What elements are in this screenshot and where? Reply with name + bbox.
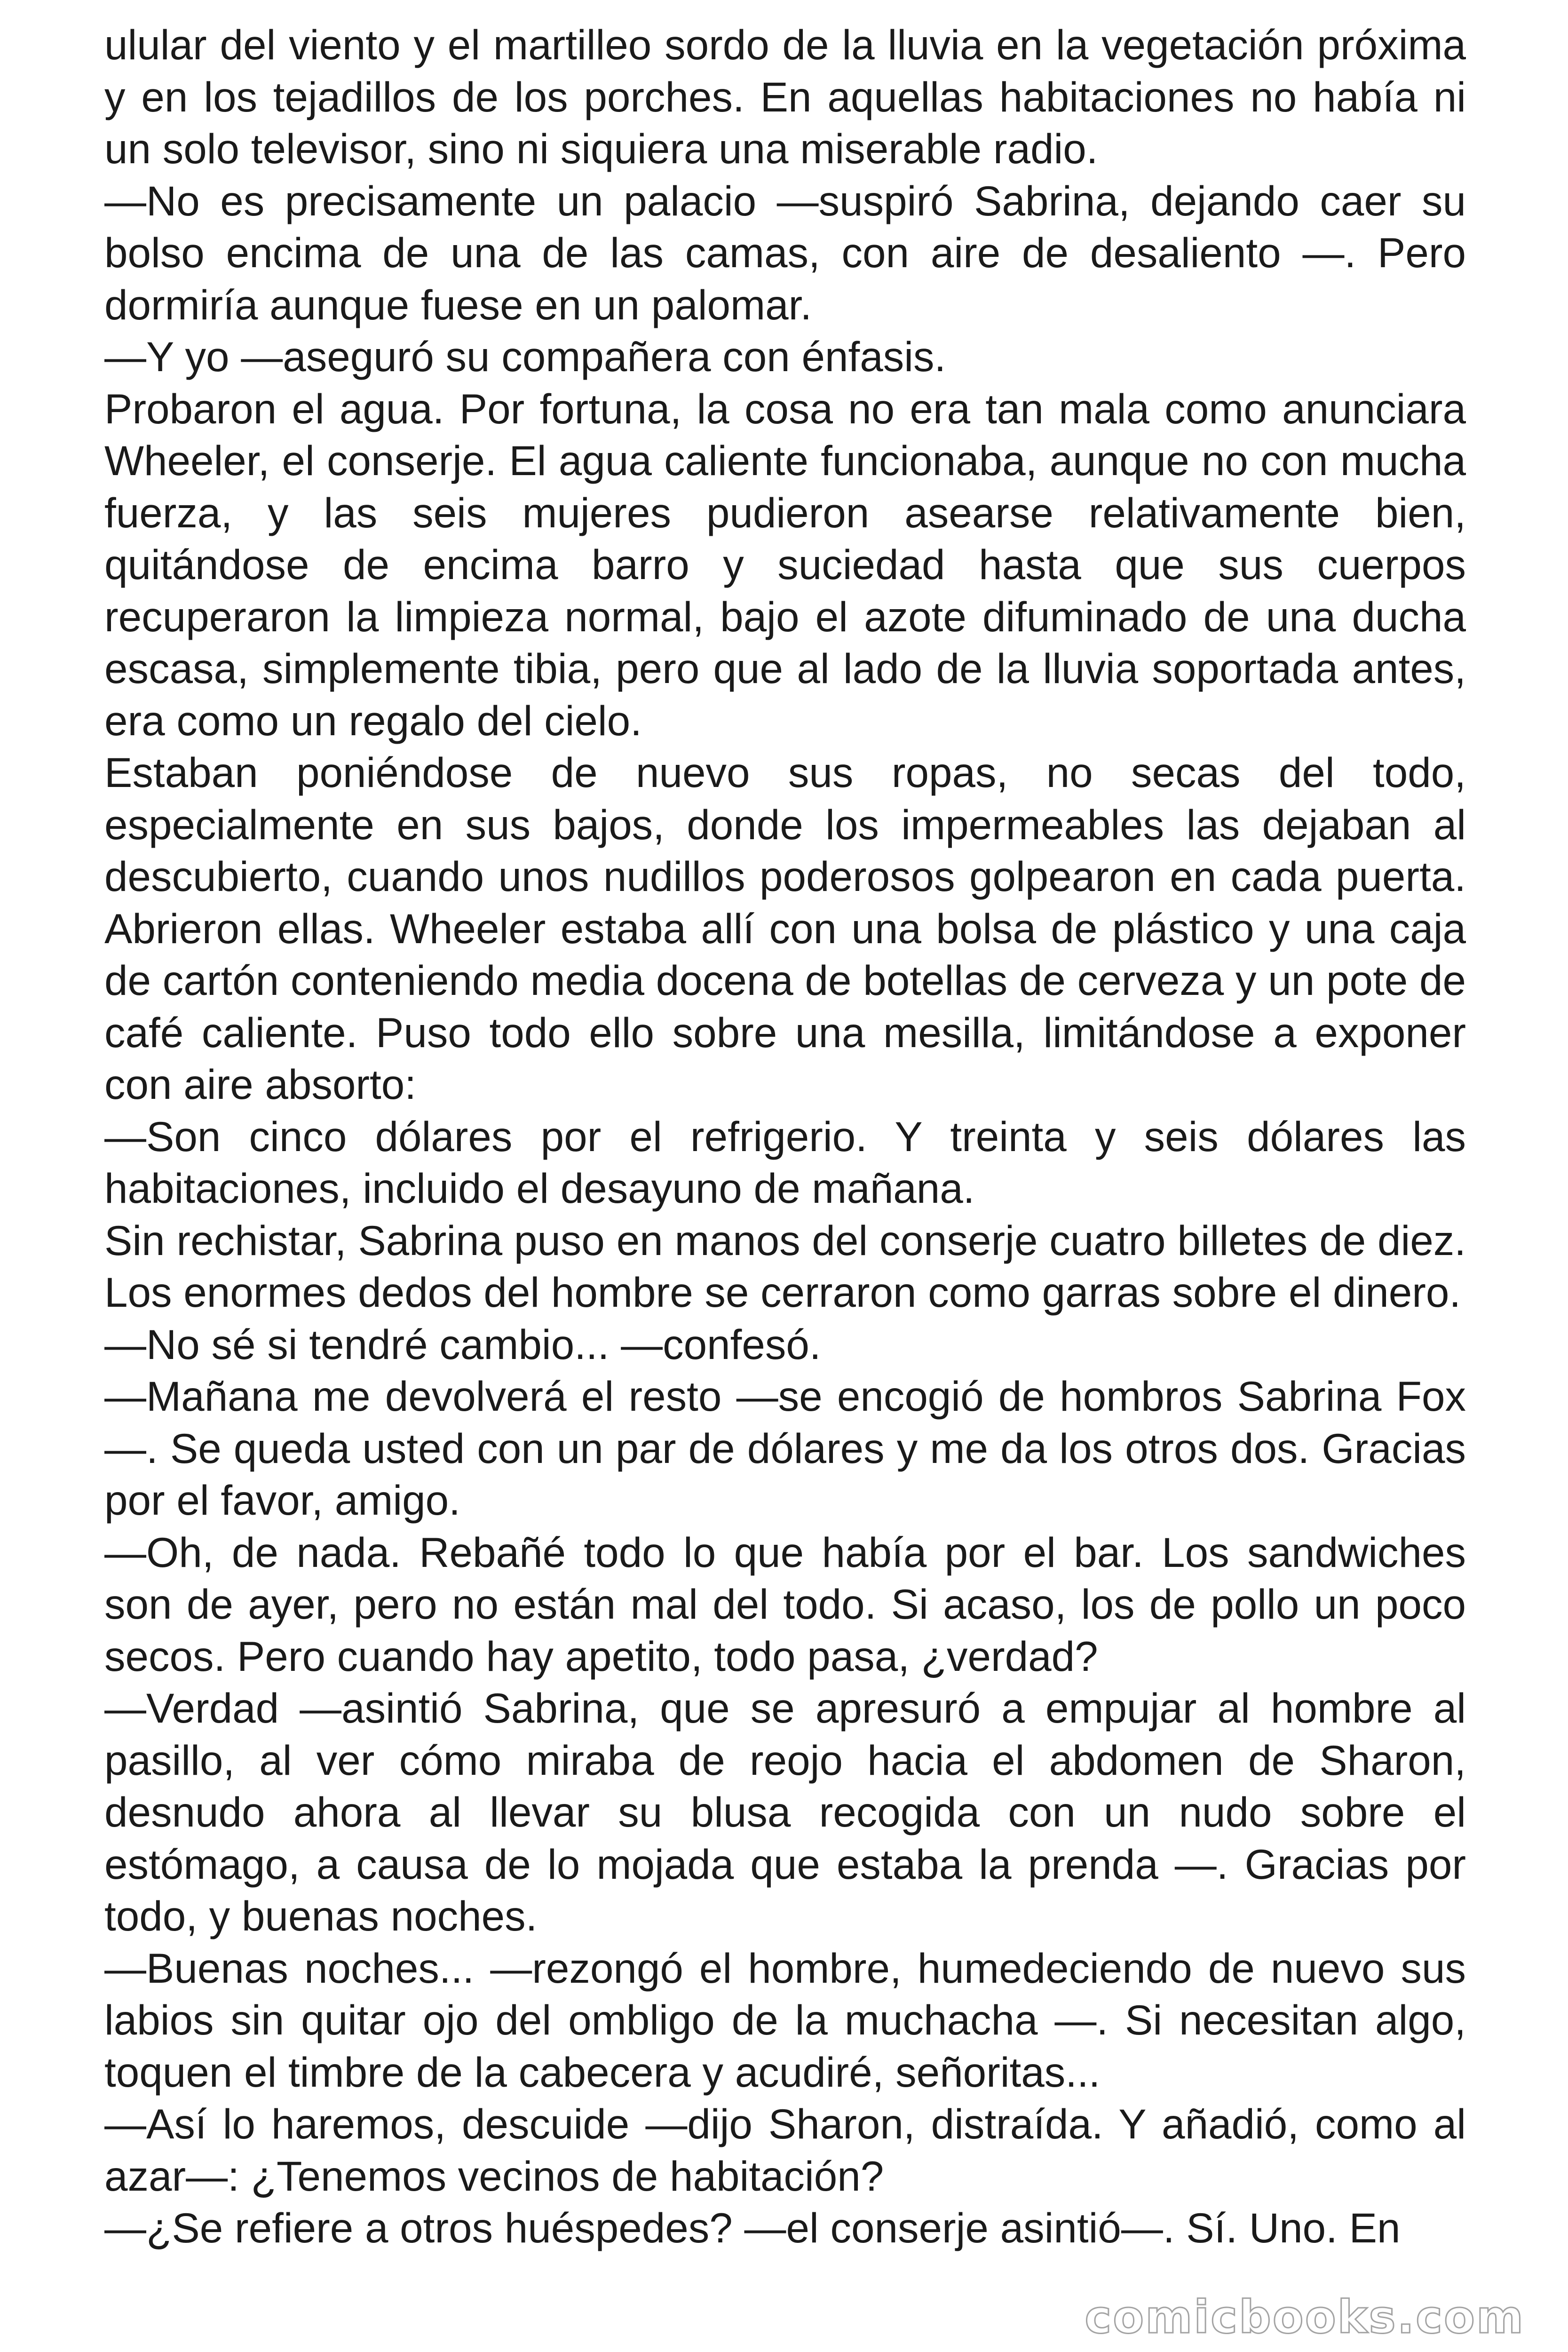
watermark-logo: comicbooks.com (1085, 2291, 1525, 2344)
paragraph-8: —No sé si tendré cambio... —confesó. (104, 1320, 821, 1368)
paragraph-3: —Y yo —aseguró su compañera con énfasis. (104, 333, 946, 380)
paragraph-12: —Buenas noches... —rezongó el hombre, humedeciendo de nuevo sus labios sin quitar ojo del ombligo de la muchacha —. Si necesitan algo, toquen el timbre de la cabecera y acudiré, señoritas... (104, 1944, 1466, 2096)
paragraph-7: Sin rechistar, Sabrina puso en manos del conserje cuatro billetes de diez. Los enormes dedos del hombre se cerraron como garras sobre el dinero. (104, 1216, 1466, 1316)
paragraph-14: —¿Se refiere a otros huéspedes? —el conserje asintió—. Sí. Uno. En (104, 2204, 1401, 2251)
paragraph-11: —Verdad —asintió Sabrina, que se apresuró a empujar al hombre al pasillo, al ver cómo miraba de reojo hacia el abdomen de Sharon, desnudo ahora al llevar su blusa recogida con un nudo sobre el estómago, a causa de lo mojada que estaba la prenda —. Gracias por todo, y buenas noches. (104, 1685, 1466, 1939)
paragraph-4: Probaron el agua. Por fortuna, la cosa no era tan mala como anunciara Wheeler, el conserje. El agua caliente funcionaba, aunque no con mucha fuerza, y las seis mujeres pudieron asearse relativamente bien, quitándose de encima barro y suciedad hasta que sus cuerpos recuperaron la limpieza normal, bajo el azote difuminado de una ducha escasa, simplemente tibia, pero que al lado de la lluvia soportada antes, era como un regalo del cielo. (104, 385, 1466, 744)
paragraph-9: —Mañana me devolverá el resto —se encogió de hombros Sabrina Fox—. Se queda usted con un par de dólares y me da los otros dos. Gracias por el favor, amigo. (104, 1373, 1466, 1524)
paragraph-10: —Oh, de nada. Rebañé todo lo que había por el bar. Los sandwiches son de ayer, pero no están mal del todo. Si acaso, los de pollo un poco secos. Pero cuando hay apetito, todo pasa, ¿verdad? (104, 1528, 1466, 1680)
paragraph-13: —Así lo haremos, descuide —dijo Sharon, distraída. Y añadió, como al azar—: ¿Tenemos vecinos de habitación? (104, 2100, 1466, 2200)
paragraph-6: —Son cinco dólares por el refrigerio. Y treinta y seis dólares las habitaciones, incluido el desayuno de mañana. (104, 1112, 1466, 1212)
book-page (104, 19, 1466, 2343)
paragraph-2: —No es precisamente un palacio —suspiró Sabrina, dejando caer su bolso encima de una de las camas, con aire de desaliento —. Pero dormiría aunque fuese en un palomar. (104, 177, 1466, 328)
paragraph-1: ulular del viento y el martilleo sordo de la lluvia en la vegetación próxima y en los tejadillos de los porches. En aquellas habitaciones no había ni un solo televisor, sino ni siquiera una miserable radio. (104, 21, 1466, 172)
paragraph-5: Estaban poniéndose de nuevo sus ropas, no secas del todo, especialmente en sus bajos, donde los impermeables las dejaban al descubierto, cuando unos nudillos poderosos golpearon en cada puerta. Abrieron ellas. Wheeler estaba allí con una bolsa de plástico y una caja de cartón conteniendo media docena de botellas de cerveza y un pote de café caliente. Puso todo ello sobre una mesilla, limitándose a exponer con aire absorto: (104, 749, 1466, 1108)
